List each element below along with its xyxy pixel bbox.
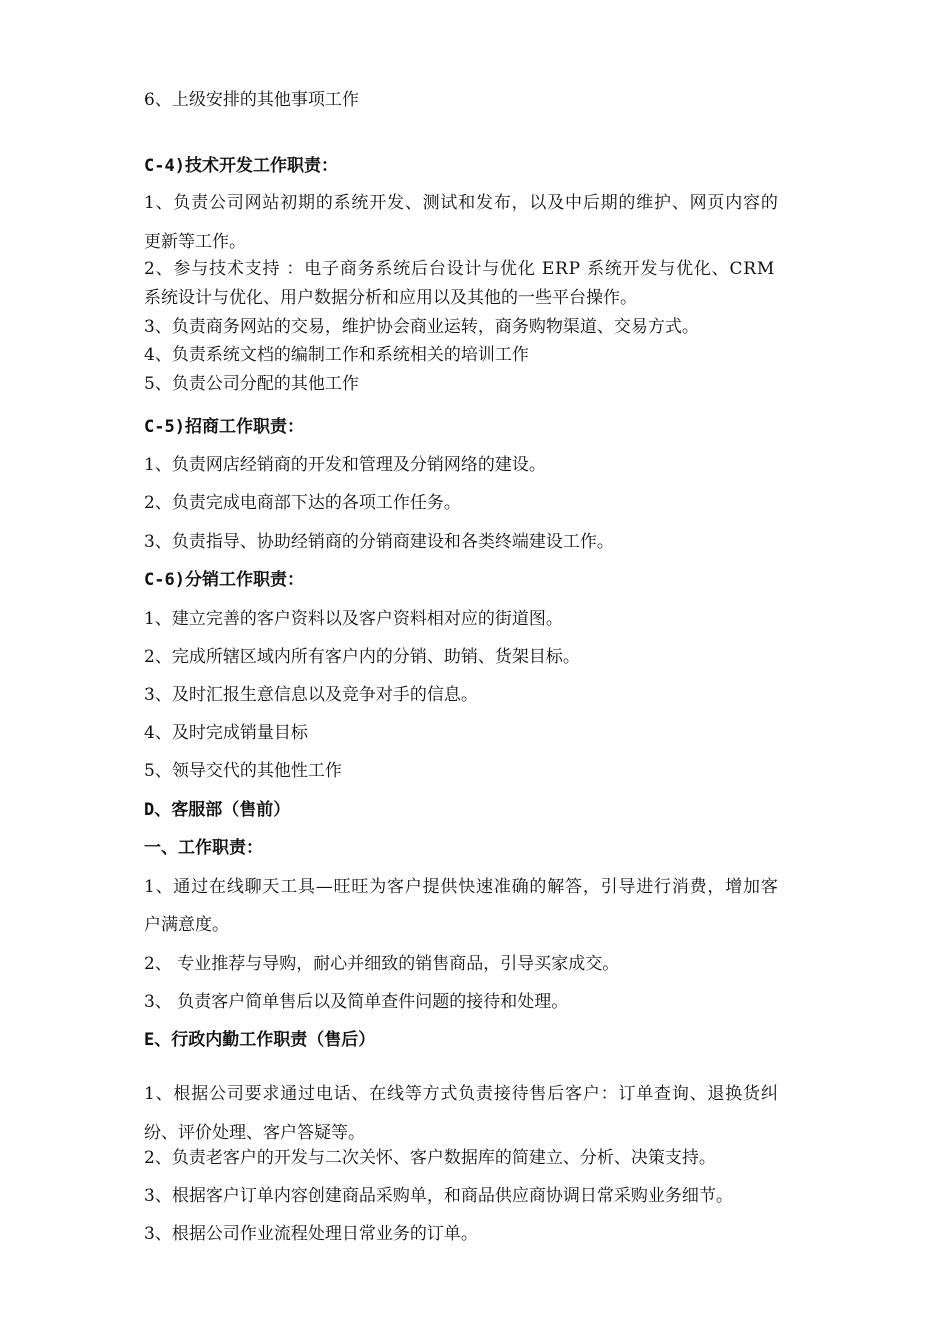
d-item-1: 1、通过在线聊天工具—旺旺为客户提供快速准确的解答，引导进行消费，增加客: [144, 877, 779, 897]
c4-item-5: 5、负责公司分配的其他工作: [144, 374, 359, 394]
c4-item-3: 3、负责商务网站的交易，维护协会商业运转，商务购物渠道、交易方式。: [144, 317, 699, 337]
c4-item-1: 1、负责公司网站初期的系统开发、测试和发布，以及中后期的维护、网页内容的: [144, 193, 779, 213]
c4-item-2: 2、参与技术支持 ：电子商务系统后台设计与优化 ERP 系统开发与优化、CRM: [144, 259, 776, 279]
d-item-3: 3、 负责客户简单售后以及简单查件问题的接待和处理。: [144, 992, 569, 1012]
subsection-heading-duties: 一、工作职责：: [144, 838, 263, 858]
e-item-3b: 3、根据公司作业流程处理日常业务的订单。: [144, 1224, 478, 1244]
c6-item-1: 1、建立完善的客户资料以及客户资料相对应的街道图。: [144, 609, 563, 629]
e-item-3a: 3、根据客户订单内容创建商品采购单，和商品供应商协调日常采购业务细节。: [144, 1186, 733, 1206]
e-item-2: 2、负责老客户的开发与二次关怀、客户数据库的简建立、分析、决策支持。: [144, 1148, 716, 1168]
c5-item-3: 3、负责指导、协助经销商的分销商建设和各类终端建设工作。: [144, 532, 614, 552]
c6-item-2: 2、完成所辖区域内所有客户内的分销、助销、货架目标。: [144, 647, 580, 667]
d-item-2: 2、 专业推荐与导购，耐心并细致的销售商品，引导买家成交。: [144, 954, 620, 974]
task-item-6: 6、上级安排的其他事项工作: [144, 90, 359, 110]
c5-item-1: 1、负责网店经销商的开发和管理及分销网络的建设。: [144, 455, 546, 475]
c4-item-2-continued: 系统设计与优化、用户数据分析和应用以及其他的一些平台操作。: [144, 288, 637, 308]
d-item-1-continued: 户满意度。: [144, 915, 229, 935]
section-heading-c4: C-4)技术开发工作职责：: [144, 156, 338, 176]
section-heading-c6: C-6)分销工作职责：: [144, 570, 304, 590]
e-item-1-continued: 纷、评价处理、客户答疑等。: [144, 1123, 365, 1143]
c4-item-1-continued: 更新等工作。: [144, 232, 246, 252]
c4-item-4: 4、负责系统文档的编制工作和系统相关的培训工作: [144, 345, 529, 365]
c6-item-5: 5、领导交代的其他性工作: [144, 761, 342, 781]
c6-item-4: 4、及时完成销量目标: [144, 723, 308, 743]
c5-item-2: 2、负责完成电商部下达的各项工作任务。: [144, 493, 461, 513]
section-heading-d: D、客服部（售前）: [144, 800, 291, 820]
section-heading-c5: C-5)招商工作职责：: [144, 417, 304, 437]
section-heading-e: E、行政内勤工作职责（售后）: [144, 1030, 376, 1050]
c6-item-3: 3、及时汇报生意信息以及竞争对手的信息。: [144, 685, 478, 705]
e-item-1: 1、根据公司要求通过电话、在线等方式负责接待售后客户：订单查询、退换货纠: [144, 1084, 779, 1104]
